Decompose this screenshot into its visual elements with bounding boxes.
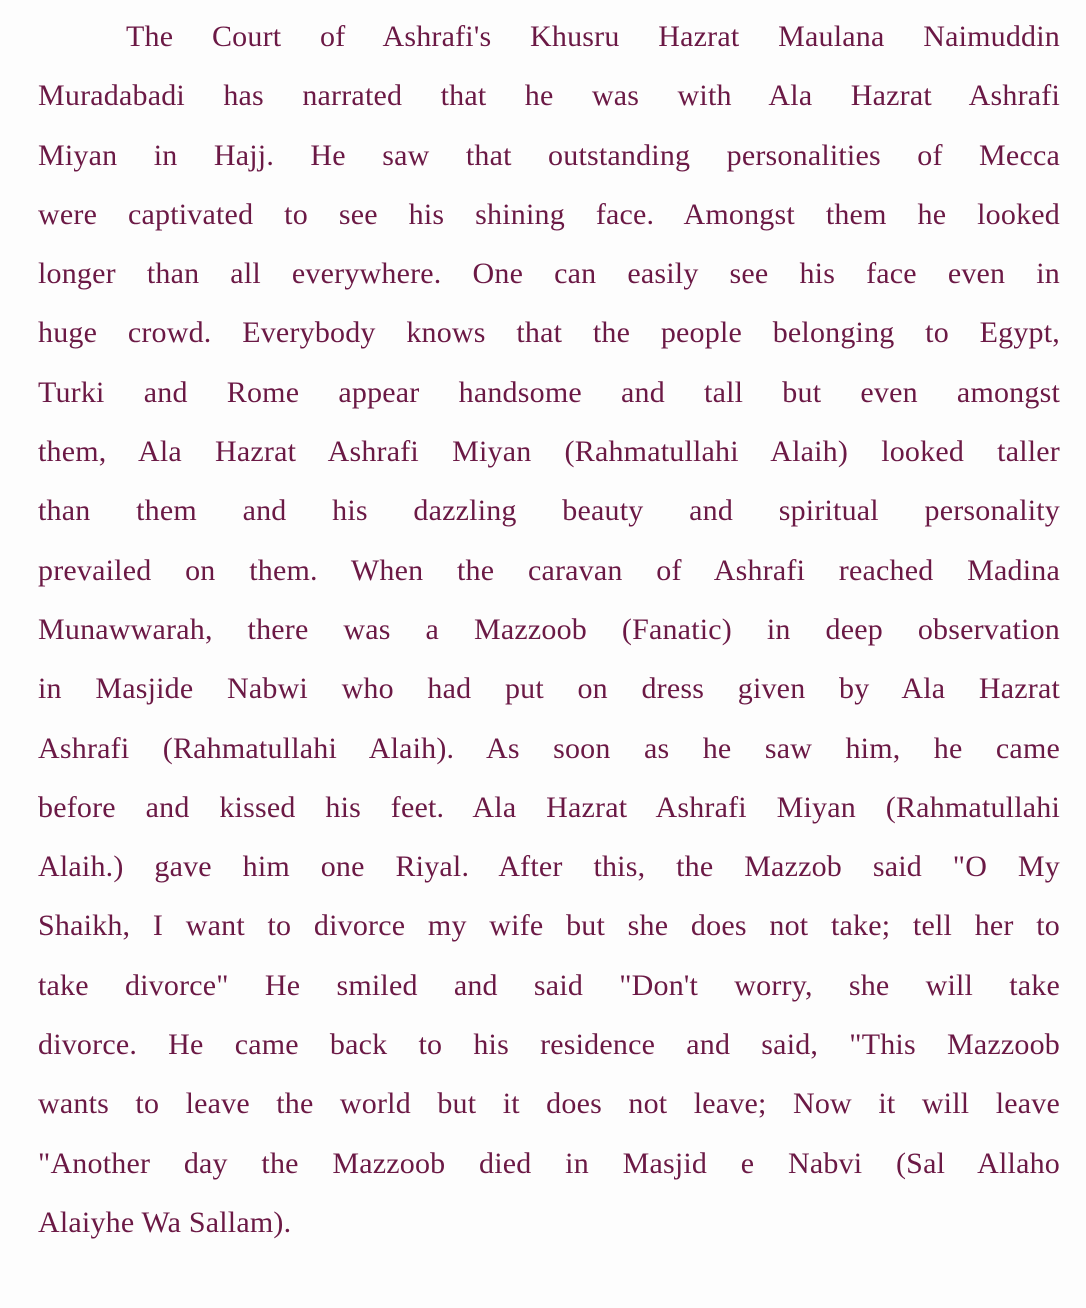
text-line: were captivated to see his shining face. Amongst them he looked bbox=[38, 197, 1060, 231]
text-line: Turki and Rome appear handsome and tall but even amongst bbox=[38, 375, 1060, 409]
text-line: before and kissed his feet. Ala Hazrat Ashrafi Miyan (Rahmatullahi bbox=[38, 790, 1060, 824]
text-line: in Masjide Nabwi who had put on dress given by Ala Hazrat bbox=[38, 672, 1060, 706]
text-line: take divorce" He smiled and said "Don't worry, she will take bbox=[38, 968, 1060, 1002]
text-line: Alaih.) gave him one Riyal. After this, the Mazzob said "O My bbox=[38, 850, 1060, 884]
text-line: than them and his dazzling beauty and spiritual personality bbox=[38, 494, 1060, 528]
text-line: The Court of Ashrafi's Khusru Hazrat Maulana Naimuddin bbox=[126, 20, 1060, 53]
text-line: Shaikh, I want to divorce my wife but she does not take; tell her to bbox=[38, 909, 1060, 943]
text-line: them, Ala Hazrat Ashrafi Miyan (Rahmatullahi Alaih) looked taller bbox=[38, 435, 1060, 469]
text-line: huge crowd. Everybody knows that the people belonging to Egypt, bbox=[38, 316, 1060, 350]
text-line: prevailed on them. When the caravan of Ashrafi reached Madina bbox=[38, 553, 1060, 587]
text-line: Miyan in Hajj. He saw that outstanding personalities of Mecca bbox=[38, 138, 1060, 172]
text-line: divorce. He came back to his residence and said, "This Mazzoob bbox=[38, 1028, 1060, 1062]
text-line: Munawwarah, there was a Mazzoob (Fanatic) in deep observation bbox=[38, 612, 1060, 646]
text-line: "Another day the Mazzoob died in Masjid e Nabvi (Sal Allaho bbox=[38, 1146, 1060, 1180]
text-line: Muradabadi has narrated that he was with Ala Hazrat Ashrafi bbox=[38, 79, 1060, 113]
text-line: Alaiyhe Wa Sallam). bbox=[38, 1205, 292, 1239]
text-line: Ashrafi (Rahmatullahi Alaih). As soon as he saw him, he came bbox=[38, 731, 1060, 765]
text-line: longer than all everywhere. One can easily see his face even in bbox=[38, 257, 1060, 291]
paragraph bbox=[38, 7, 1060, 1252]
text-line: wants to leave the world but it does not leave; Now it will leave bbox=[38, 1087, 1060, 1121]
